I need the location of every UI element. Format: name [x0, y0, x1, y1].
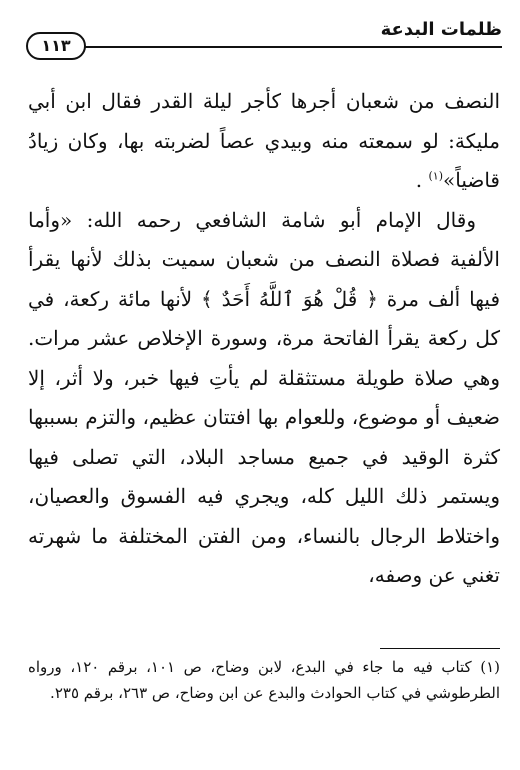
paragraph-1-end: . — [415, 168, 429, 192]
paragraph-1-text: النصف من شعبان أجرها كأجر ليلة القدر فقال ابن أبي مليكة: لو سمعته منه وبيدي عصاً لضربته بها، وكان زيادُ قاضياً» — [28, 89, 500, 192]
footnote-1: (١) كتاب فيه ما جاء في البدع، لابن وضاح، ص ١٠١، برقم ١٢٠، ورواه الطرطوشي في كتاب الحوادث والبدع عن ابن وضاح، ص ٢٦٣، برقم ٢٣٥. — [28, 658, 501, 702]
paragraph-2-text-a: وقال الإمام أبو شامة الشافعي رحمه الله: «وأما الألفية فصلاة النصف من شعبان سميت بذلك لأنها يقرأ فيها ألف مرة — [28, 207, 500, 311]
footnote-marker: (١) — [428, 169, 443, 183]
page-header — [26, 18, 502, 55]
paragraph-1 — [28, 82, 500, 201]
main-text — [28, 82, 500, 596]
quran-verse: ﴿ قُلْ هُوَ ٱللَّهُ أَحَدٌ ﴾ — [201, 286, 378, 311]
header-rule — [70, 46, 502, 48]
footnote-separator — [380, 648, 500, 649]
running-title: ظلمات البدعة — [380, 19, 502, 40]
paragraph-2-text-b: لأنها مائة ركعة، في كل ركعة يقرأ الفاتحة مرة، وسورة الإخلاص عشر مرات. وهي صلاة طويلة مستثقلة لم يأتِ فيها خبر، ولا أثر، إلا ضعيف أو موضوع، وللعوام بها افتتان عظيم، والتزم بسببها كثرة الوقيد في جميع مساجد البلاد، التي تصلى فيها ويستمر ذلك الليل كله، ويجري فيه الفسوق والعصيان، واختلاط الرجال بالنساء، ومن الفتن المختلفة ما شهرته تغني عن وصفه، — [28, 286, 500, 587]
paragraph-2 — [28, 201, 500, 596]
footnotes — [28, 654, 500, 706]
page-number-badge: ١١٣ — [26, 32, 86, 60]
